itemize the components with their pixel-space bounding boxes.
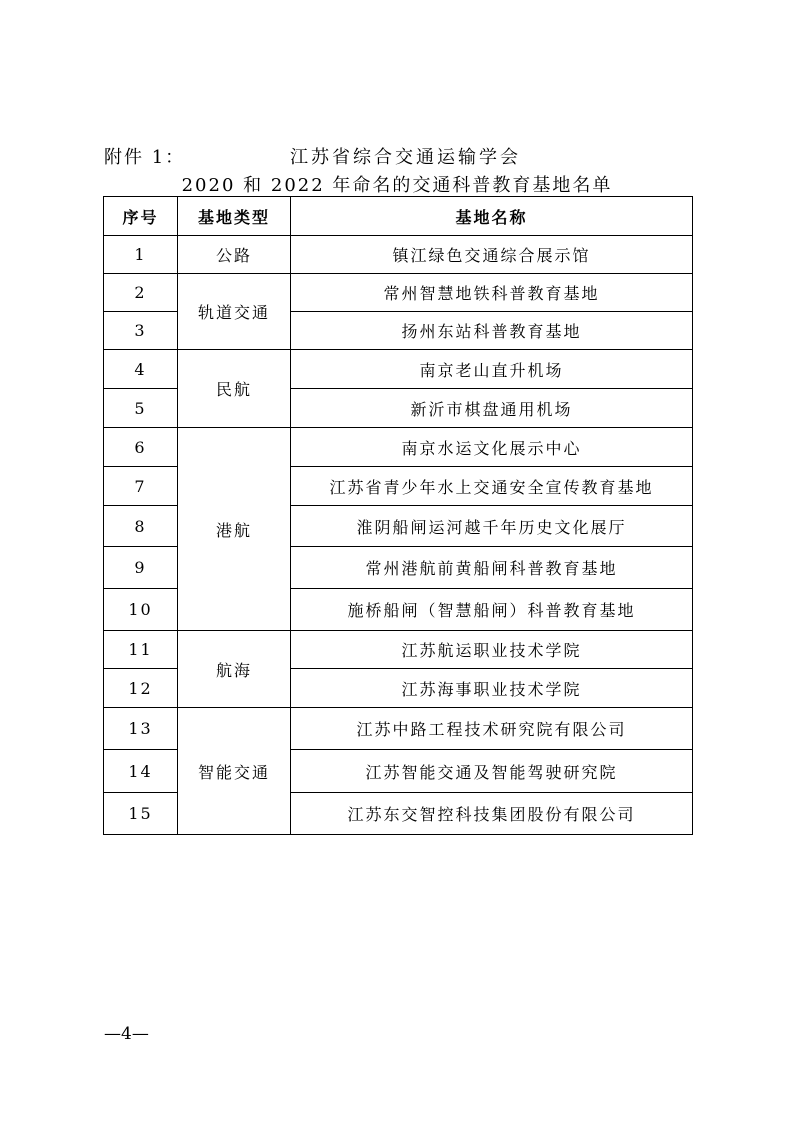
table-row [104,631,693,669]
row-name: 江苏智能交通及智能驾驶研究院 [291,750,693,793]
row-number: 2 [104,274,178,312]
page-number: —4— [104,1024,149,1044]
table-row [104,428,693,467]
document-subtitle: 2020 和 2022 年命名的交通科普教育基地名单 [181,175,613,196]
row-number: 10 [104,589,178,631]
base-list-table [103,196,693,835]
row-name: 扬州东站科普教育基地 [291,312,693,350]
header-base-name: 基地名称 [291,197,693,236]
row-number: 3 [104,312,178,350]
row-name: 新沂市棋盘通用机场 [291,389,693,428]
row-name: 施桥船闸（智慧船闸）科普教育基地 [291,589,693,631]
row-type: 民航 [178,350,291,428]
row-name: 江苏东交智控科技集团股份有限公司 [291,793,693,835]
row-number: 12 [104,669,178,708]
row-name: 江苏航运职业技术学院 [291,631,693,669]
row-type: 公路 [178,236,291,274]
header-number: 序号 [104,197,178,236]
row-number: 11 [104,631,178,669]
row-number: 13 [104,708,178,750]
row-number: 15 [104,793,178,835]
row-number: 7 [104,467,178,506]
row-number: 5 [104,389,178,428]
table-row [104,708,693,750]
header-base-type: 基地类型 [178,197,291,236]
row-number: 9 [104,547,178,589]
table-row [104,236,693,274]
row-name: 南京老山直升机场 [291,350,693,389]
row-number: 14 [104,750,178,793]
row-name: 南京水运文化展示中心 [291,428,693,467]
row-name: 江苏海事职业技术学院 [291,669,693,708]
table-row [104,350,693,389]
attachment-label: 附件 1： [104,147,186,168]
row-number: 6 [104,428,178,467]
row-name: 江苏省青少年水上交通安全宣传教育基地 [291,467,693,506]
row-name: 常州港航前黄船闸科普教育基地 [291,547,693,589]
document-title: 江苏省综合交通运输学会 [290,147,521,168]
row-name: 常州智慧地铁科普教育基地 [291,274,693,312]
row-number: 8 [104,506,178,547]
row-name: 镇江绿色交通综合展示馆 [291,236,693,274]
row-name: 淮阴船闸运河越千年历史文化展厅 [291,506,693,547]
table-header-row [104,197,693,236]
row-name: 江苏中路工程技术研究院有限公司 [291,708,693,750]
row-type: 智能交通 [178,708,291,835]
row-number: 4 [104,350,178,389]
row-number: 1 [104,236,178,274]
row-type: 港航 [178,428,291,631]
row-type: 航海 [178,631,291,708]
table-row [104,274,693,312]
row-type: 轨道交通 [178,274,291,350]
